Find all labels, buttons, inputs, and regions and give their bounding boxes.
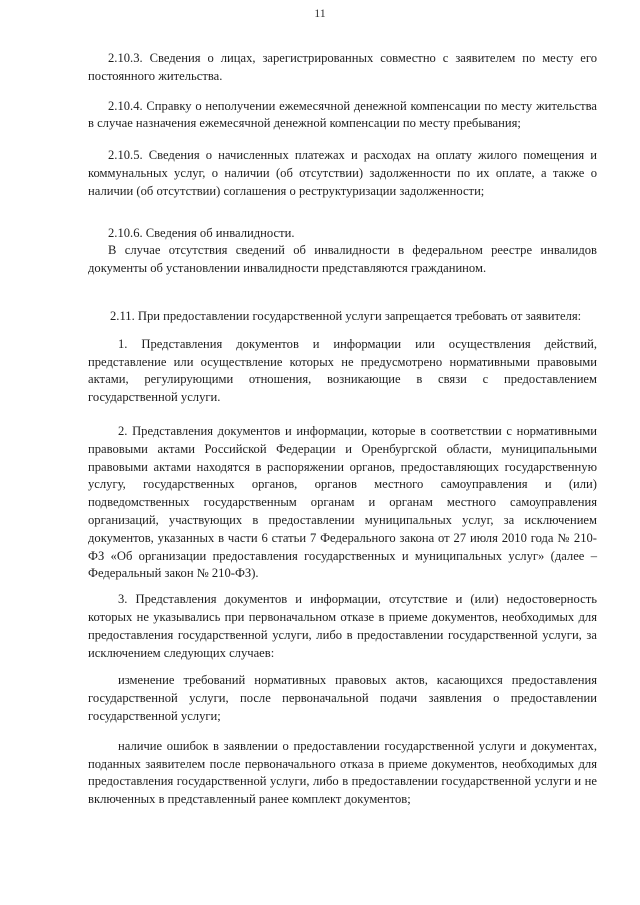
- paragraph-2-10-3: 2.10.3. Сведения о лицах, зарегистрированных совместно с заявителем по месту его постоянного жительства.: [88, 51, 597, 83]
- document-body: [88, 50, 597, 809]
- list-item-3: 3. Представления документов и информации, отсутствие и (или) недостоверность которых не указывались при первоначальном отказе в приеме документов, необходимых для предоставления государственной услуги, либо в предоставлении государственной услуги, за исключением следующих случаев:: [88, 592, 597, 660]
- exception-item-2: наличие ошибок в заявлении о предоставлении государственной услуги и документах, поданных заявителем после первоначального отказа в приеме документов, необходимых для предоставления государственной услуги, либо в предоставлении государственной услуги и не включенных в представленный ранее комплект документов;: [88, 738, 597, 807]
- paragraph-2-11: 2.11. При предоставлении государственной услуги запрещается требовать от заявителя:: [110, 308, 582, 323]
- paragraph-disability-note: В случае отсутствия сведений об инвалидности в федеральном реестре инвалидов документы об установлении инвалидности представляются гражданином.: [88, 243, 597, 276]
- page-number: 11: [314, 6, 326, 20]
- paragraph-2-10-5: 2.10.5. Сведения о начисленных платежах и расходах на оплату жилого помещения и коммунальных услуг, о наличии (об отсутствии) задолженности по их оплате, а также о наличии (об отсутствии) соглашения о реструктуризации задолженности;: [88, 148, 597, 198]
- list-item-2: 2. Представления документов и информации, которые в соответствии с нормативными правовыми актами Российской Федерации и Оренбургской области, муниципальными правовыми актами находятся в распоряжении органов, предоставляющих государственную услугу, государственных органов, органов местного самоуправления и (или) подведомственных государственным органам и органам местного самоуправления организаций, участвующих в предоставлении муниципальных услуг, за исключением документов, указанных в части 6 статьи 7 Федерального закона от 27 июля 2010 года № 210-ФЗ «Об организации предоставления государственных и муниципальных услуг» (далее – Федеральный закон № 210-ФЗ).: [88, 423, 597, 581]
- paragraph-2-10-6: 2.10.6. Сведения об инвалидности.: [108, 225, 295, 240]
- exception-item-1: изменение требований нормативных правовых актов, касающихся предоставления государственной услуги, после первоначальной подачи заявления о предоставлении государственной услуги;: [88, 673, 597, 723]
- list-item-1: 1. Представления документов и информации или осуществления действий, представление или осуществление которых не предусмотрено нормативными правовыми актами, регулирующими отношения, возникающие в связи с предоставлением государственной услуги.: [88, 336, 597, 405]
- paragraph-2-10-4: 2.10.4. Справку о неполучении ежемесячной денежной компенсации по месту жительства в случае назначения ежемесячной денежной компенсации по месту пребывания;: [88, 98, 597, 131]
